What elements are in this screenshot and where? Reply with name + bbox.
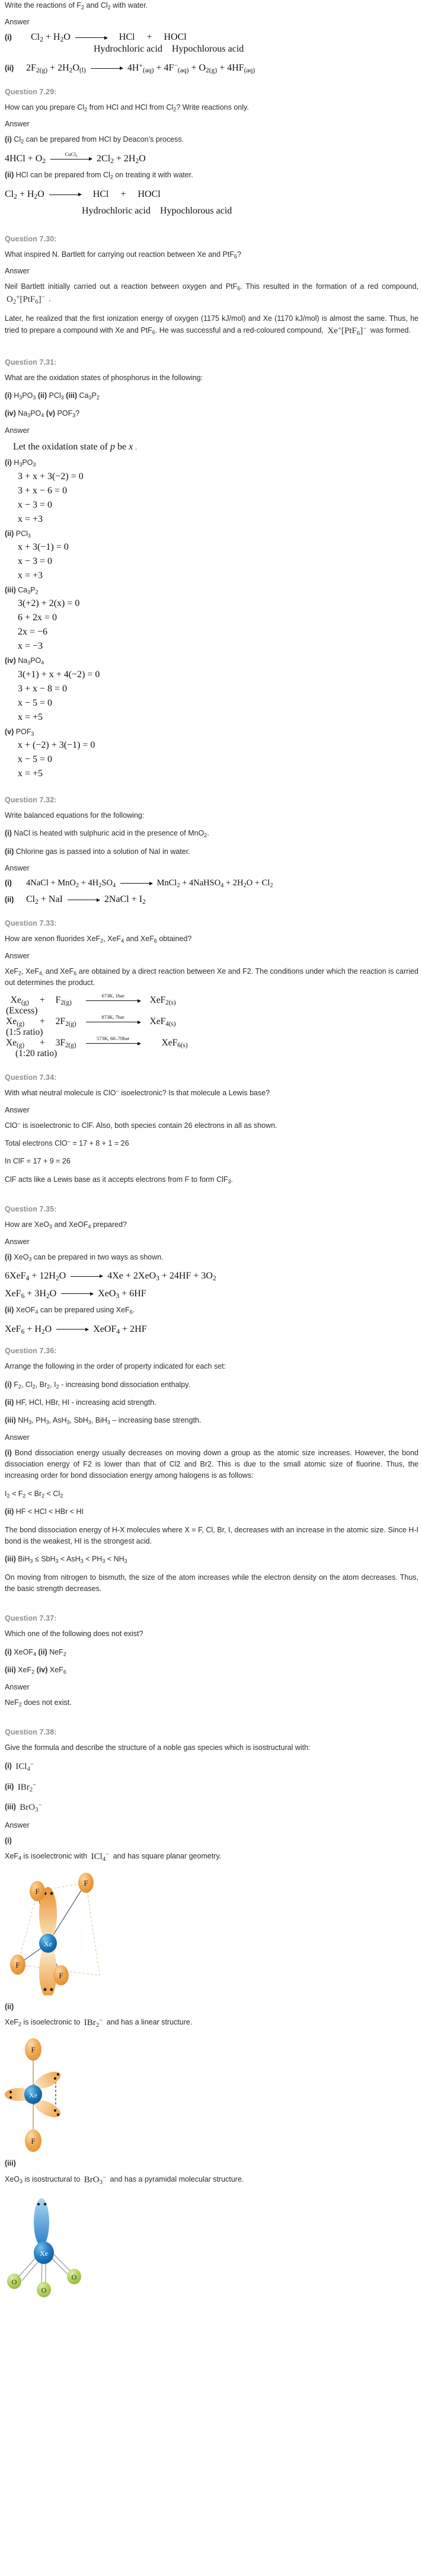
- species-bro3-minus: BrO$_3$−: [84, 2174, 107, 2186]
- question-7-32-prompt: Write balanced equations for the following:: [5, 811, 145, 820]
- oxidation-step: x + 3(−1) = 0: [18, 541, 69, 552]
- ligand-label: F: [35, 1886, 40, 1896]
- oxidation-step: x = +5: [18, 712, 43, 722]
- reaction-note-ratio-1-5: (1:5 ratio): [6, 1027, 43, 1038]
- ligand-label: F: [15, 1960, 20, 1969]
- answer-738-label-i: [5, 1835, 418, 1847]
- reactant-xe: $Xe_{(g)}$: [6, 1016, 25, 1028]
- table-row: [5, 1038, 189, 1048]
- equation-728-i-names: [94, 43, 418, 56]
- item-label-iii: (iii): [5, 1802, 16, 1811]
- question-7-31-list-line-2: (iv) $Na_3PO_4$ (v) $POF_3$?: [5, 409, 80, 419]
- equation-732-i-body: 4NaCl + $MnO_2 + 4H_2SO_4$ MnCl$_2$ + 4NaHSO$_4$ + $2H_2O + Cl_2$: [26, 878, 273, 890]
- answer-738-i-tail: and has square planar geometry.: [113, 1852, 222, 1861]
- oxidation-step: 3(+1) + x + 4(−2) = 0: [18, 669, 100, 680]
- oxidation-step: 6 + 2x = 0: [18, 613, 57, 623]
- oxidation-state-assumption: Let the oxidation state of p be x .: [13, 441, 137, 452]
- condition-label: 873K, 7bar: [101, 1014, 124, 1021]
- compound-xe-ptf6: Xe+[PtF$_6$]−: [327, 325, 367, 337]
- ligand-label: O: [41, 2285, 47, 2294]
- answer-label-734: Answer: [5, 1105, 30, 1114]
- question-7-38-heading: Question 7.38:: [5, 1727, 57, 1736]
- table-row: [5, 995, 189, 1006]
- equation-732-ii: [5, 894, 418, 905]
- table-row: [5, 1006, 189, 1016]
- equation-729-ii-names: [82, 205, 418, 218]
- oxidation-step: 3 + x + 3(−2) = 0: [18, 471, 84, 482]
- equation-732-i: [5, 878, 418, 888]
- oxidation-part-v-formula: (v) $POF_3$: [5, 727, 34, 737]
- question-7-34-heading: Question 7.34:: [5, 1073, 57, 1082]
- question-7-38-item-i: [5, 1760, 418, 1774]
- answer-label-728: Answer: [5, 18, 30, 27]
- arrow-cell: [78, 1035, 149, 1048]
- equation-728-i: [5, 32, 418, 43]
- sub-label-i: (i): [5, 1837, 12, 1845]
- condition-label: 573K, 60–70bar: [96, 1035, 130, 1042]
- xeo3-diagram-svg: [5, 2194, 123, 2300]
- oxidation-step: x + (−2) + 3(−1) = 0: [18, 740, 95, 751]
- answer-label-732: Answer: [5, 864, 30, 873]
- item-label-i: (i): [5, 33, 12, 42]
- question-7-37-answer: NeF$_2$ does not exist.: [5, 1698, 72, 1708]
- answer-label-737: Answer: [5, 1682, 30, 1691]
- answer-label-730: Answer: [5, 267, 30, 276]
- ligand-label: F: [31, 2137, 36, 2146]
- question-7-36-prompt: Arrange the following in the order of property indicated for each set:: [5, 1362, 226, 1371]
- center-atom-label: Xe: [40, 2249, 48, 2258]
- xef2-diagram-svg: [5, 2036, 147, 2152]
- item-label-ii: (ii): [5, 1782, 14, 1791]
- answer-738-label-iii: [5, 2158, 418, 2169]
- question-7-36-part-iii: (iii) $NH_3$, $PH_3$, AsH$_3$, SbH$_3$, BiH$_3$ – increasing base strength.: [5, 1416, 202, 1426]
- answer-label-736: Answer: [5, 1433, 30, 1442]
- center-atom-label: Xe: [29, 2091, 37, 2100]
- plus-sign: +: [39, 1038, 45, 1048]
- question-7-30-answer-p2: Later, he realized that the first ionization energy of oxygen (1175 kJ/mol) and Xe (1170 kJ/mol) is almost the same. Thus, he tried to prepare a compound with Xe and PtF$_6$. He was successful and a red-coloured compound, Xe+[PtF$_6$]− was formed.: [5, 313, 418, 339]
- question-7-29-part-ii-text: (ii) HCl can be prepared from $Cl_2$ on treating it with water.: [5, 171, 193, 180]
- question-7-35-part-i-text: (i) XeO$_3$ can be prepared in two ways as shown.: [5, 1252, 164, 1263]
- question-7-37-options-line-1: (i) XeOF$_4$ (ii) NeF$_2$: [5, 1647, 66, 1657]
- table-row: [5, 1016, 189, 1027]
- question-7-34-line-4: ClF acts like a Lewis base as it accepts electrons from F to form ClF$_3$.: [5, 1175, 234, 1185]
- answer-label-738: Answer: [5, 1821, 30, 1829]
- answer-738-label-ii: [5, 2001, 418, 2013]
- compound-o2-ptf6: $O_2^+[PtF_6]^-$: [7, 294, 45, 305]
- equation-728-ii: [5, 63, 418, 74]
- reactant-xe: $Xe_{(g)}$: [6, 1038, 25, 1050]
- oxidation-step: 3 + x − 8 = 0: [18, 683, 68, 694]
- question-7-31-heading: Question 7.31:: [5, 358, 57, 366]
- figure-xeo3-pyramidal: [5, 2194, 418, 2300]
- oxidation-step: x = +3: [18, 570, 43, 581]
- question-7-36-part-ii: (ii) HF, HCl, HBr, HI - increasing acid strength.: [5, 1398, 156, 1407]
- oxidation-part-iii-formula: (iii) $Ca_3P_2$: [5, 585, 39, 595]
- oxidation-step: x − 5 = 0: [18, 697, 53, 708]
- item-label-ii: (ii): [5, 63, 14, 72]
- question-7-38-item-ii: [5, 1781, 418, 1794]
- answer-label-729: Answer: [5, 120, 30, 129]
- name-hydrochloric-acid: Hydrochloric acid: [94, 44, 162, 55]
- question-7-34-line-2: Total electrons ClO− = 17 + 8 + 1 = 26: [5, 1139, 129, 1148]
- reaction-arrow-icon: [91, 68, 123, 69]
- answer-738-iii-tail: and has a pyramidal molecular structure.: [110, 2175, 244, 2183]
- reaction-arrow-icon: [75, 37, 107, 38]
- oxidation-step: x − 3 = 0: [18, 556, 53, 566]
- question-7-35-part-ii-text: (ii) XeOF$_4$ can be prepared using XeF$_6$.: [5, 1306, 135, 1315]
- item-label-ii: (ii): [5, 895, 14, 904]
- product-xef6: XeF$_{6(s)}$: [161, 1038, 188, 1050]
- oxidation-step: x = +3: [18, 514, 43, 524]
- reaction-note-ratio-1-20: (1:20 ratio): [15, 1048, 57, 1059]
- question-7-30-answer-p1: Neil Bartlett initially carried out a reaction between oxygen and PtF$_6$. This resulted in the formation of a red compound, $O_2^+[PtF_6]^-$ .: [5, 281, 418, 307]
- answer-label-735: Answer: [5, 1237, 30, 1246]
- question-7-30-heading: Question 7.30:: [5, 234, 57, 243]
- oxidation-step: 3 + x − 6 = 0: [18, 485, 68, 496]
- question-7-29-heading: Question 7.29:: [5, 87, 57, 96]
- equation-729-i: $4HCl + O_2$ CuCl$_2$ $2Cl_2 + 2H_2O$: [5, 151, 146, 165]
- answer-738-line-iii: XeO$_3$ is isostructural to BrO$_3$− and has a pyramidal molecular structure.: [5, 2173, 418, 2187]
- oxidation-part-ii-formula: (ii) PCl$_3$: [5, 529, 31, 539]
- equation-735-2: $XeF_6 + 3H_2O$ XeO$_3$ + 6HF: [5, 1288, 146, 1300]
- ligand-label: F: [84, 1878, 88, 1888]
- plus-sign: +: [39, 1016, 45, 1027]
- answer-738-line-ii: XeF$_2$ is isoelectronic to IBr$_2$− and has a linear structure.: [5, 2016, 418, 2030]
- condition-label: 673K, 1bar: [101, 993, 124, 999]
- ligand-label: O: [11, 2277, 17, 2286]
- oxidation-step: x = +5: [18, 769, 43, 779]
- species-bro3-minus: BrO$_3$−: [20, 1802, 42, 1813]
- question-7-36-answer-ii: The bond dissociation energy of H-X molecules where X = F, Cl, Br, I, decreases with an increase in the atomic size. Since H-I bond is the weakest, HI is the strongest acid.: [5, 1525, 418, 1545]
- question-7-32-part-i: (i) NaCl is heated with sulphuric acid in the presence of MnO$_2$.: [5, 829, 209, 839]
- question-7-32-part-ii: (ii) Chlorine gas is passed into a solution of NaI in water.: [5, 847, 190, 856]
- equation-728-i-body: $Cl_2 + H_2O$ HCl + HOCl: [31, 32, 187, 44]
- question-7-38-prompt: Give the formula and describe the structure of a noble gas species which is isostructural with:: [5, 1743, 311, 1752]
- answer-738-line-i: XeF$_4$ is isoelectronic with ICl$_4$− and has square planar geometry.: [5, 1850, 418, 1864]
- oxidation-part-i-formula: (i) $H_3PO_3$: [5, 458, 36, 468]
- question-7-34-line-3: In ClF = 17 + 9 = 26: [5, 1157, 71, 1166]
- oxidation-step: x − 3 = 0: [18, 499, 53, 510]
- table-row: [5, 1048, 189, 1059]
- arrow-cell: [78, 995, 149, 1006]
- equation-735-3: $XeF_6 + H_2O$ XeOF$_4$ + 2HF: [5, 1324, 147, 1335]
- question-7-36-answer-i: (i) Bond dissociation energy usually decreases on moving down a group as the atomic size increases. However, the bond dissociation energy of F2 is lower than that of Cl2 and Br2. This is due to the small atomic size of fluorine. Thus, the increasing order for bond dissociation energy among halogens is as follows:: [5, 1448, 418, 1480]
- reactant-2f2: $2F_{2(g)}$: [55, 1016, 76, 1028]
- equation-732-ii-body: $Cl_2$ + NaI 2NaCl + $I_2$: [26, 894, 146, 906]
- question-7-35-prompt: How are XeO$_3$ and XeOF$_4$ prepared?: [5, 1220, 127, 1230]
- question-7-37-prompt: Which one of the following does not exist?: [5, 1630, 143, 1638]
- question-7-34-prompt: With what neutral molecule is ClO− isoelectronic? Is that molecule a Lewis base?: [5, 1088, 270, 1098]
- question-7-28-prompt: Write the reactions of $F_2$ and $Cl_2$ with water.: [5, 1, 148, 11]
- question-7-35-heading: Question 7.35:: [5, 1205, 57, 1214]
- condition-arrow-icon: [86, 1035, 140, 1044]
- name-hydrochloric-acid: Hydrochloric acid: [82, 206, 151, 216]
- question-7-33-heading: Question 7.33:: [5, 919, 57, 928]
- reactant-xe: $Xe_{(g)}$: [6, 995, 29, 1007]
- plus-sign: +: [39, 995, 45, 1006]
- answer-738-ii-tail: and has a linear structure.: [106, 2018, 193, 2026]
- reaction-arrow-icon: [71, 1276, 103, 1277]
- question-7-29-part-i-text: (i) $Cl_2$ can be prepared from HCl by Deacon’s process.: [5, 135, 184, 145]
- reaction-note-excess: (Excess): [6, 1006, 38, 1016]
- arrow-cell: [78, 1016, 149, 1027]
- question-7-30-prompt: What inspired N. Bartlett for carrying out reaction between Xe and PtF$_6$?: [5, 250, 241, 260]
- reaction-arrow-icon: [61, 1293, 93, 1294]
- reactant-f2: $F_{2(g)}$: [55, 995, 72, 1007]
- catalyst-label: CuCl$_2$: [65, 151, 78, 158]
- equation-729-ii: $Cl_2 + H_2O$ HCl + HOCl: [5, 189, 161, 200]
- xenon-fluoride-reactions-table: [5, 995, 189, 1059]
- question-7-36-order-ii: (ii) HF < HCl < HBr < HI: [5, 1507, 84, 1516]
- species-icl4-minus: ICl$_4$−: [91, 1851, 110, 1863]
- question-7-29-prompt: How can you prepare $Cl_2$ from HCl and HCl from $Cl_2$? Write reactions only.: [5, 103, 249, 113]
- condition-arrow-icon: [86, 993, 140, 1001]
- oxidation-step: 2x = −6: [18, 627, 48, 637]
- ligand-label: O: [71, 2272, 77, 2281]
- sub-label-ii: (ii): [5, 2002, 14, 2011]
- reaction-arrow-icon: [56, 1329, 88, 1330]
- question-7-36-order-i: $I_2 < F_2 < Br_2 < Cl_2$: [5, 1489, 63, 1499]
- xef4-diagram-svg: [5, 1871, 194, 1995]
- question-7-37-options-line-2: (iii) XeF$_2$ (iv) XeF$_6$: [5, 1666, 66, 1675]
- product-xef4: XeF$_{4(s)}$: [149, 1016, 176, 1028]
- question-7-38-item-iii: [5, 1801, 418, 1815]
- name-hypochlorous-acid: Hypochlorous acid: [171, 44, 244, 55]
- sub-label-iii: (iii): [5, 2159, 16, 2168]
- question-7-36-order-iii: (iii) $BiH_3 \le SbH_3 < AsH_3 < PH_3 < NH_3$: [5, 1555, 127, 1564]
- reactant-3f2: $3F_{2(g)}$: [55, 1038, 76, 1050]
- name-hypochlorous-acid: Hypochlorous acid: [159, 206, 232, 216]
- answer-label-733: Answer: [5, 951, 30, 960]
- ligand-label: F: [59, 1971, 63, 1980]
- figure-xef2-linear: [5, 2036, 418, 2152]
- product-xef2: XeF$_{2(s)}$: [149, 995, 176, 1007]
- catalysed-arrow-icon: [50, 151, 92, 160]
- answer-i-body: Bond dissociation energy usually decreases on moving down a group as the atomic size increases. However, the bond dissociation energy of F2 is lower than that of Cl2 and Br2. This is due to the small atomic size of fluorine. Thus, the increasing order for bond dissociation energy among halogens is as follows:: [5, 1448, 418, 1480]
- question-7-34-line-1: ClO− is isoelectronic to ClF. Also, both species contain 26 electrons in all as shown.: [5, 1120, 277, 1130]
- question-7-36-part-i: (i) $F_2$, $Cl_2$, $Br_2$, $I_2$ - increasing bond dissociation enthalpy.: [5, 1380, 191, 1390]
- question-7-37-heading: Question 7.37:: [5, 1614, 57, 1623]
- figure-xef4-square-planar: [5, 1871, 418, 1995]
- question-7-36-heading: Question 7.36:: [5, 1347, 57, 1356]
- question-7-31-prompt: What are the oxidation states of phosphorus in the following:: [5, 373, 203, 382]
- answer-label-731: Answer: [5, 426, 30, 435]
- oxidation-step: x − 5 = 0: [18, 754, 53, 765]
- equation-735-1: $6XeF_4 + 12H_2O$ $4Xe + 2XeO_3 + 24HF + 3O_2$: [5, 1270, 216, 1283]
- reaction-arrow-icon: [120, 883, 152, 884]
- species-ibr2-minus: IBr$_2$−: [17, 1781, 37, 1793]
- item-label-i: (i): [5, 879, 12, 888]
- oxidation-part-iv-formula: (iv) $Na_3PO_4$: [5, 656, 44, 666]
- oxidation-step: 3(+2) + 2(x) = 0: [18, 598, 80, 609]
- question-7-33-prompt: How are xenon fluorides XeF$_2$, XeF$_4$ and XeF$_6$ obtained?: [5, 935, 192, 944]
- question-7-30-answer-tail: was formed.: [370, 326, 411, 335]
- item-label-i: (i): [5, 1762, 12, 1771]
- question-7-32-heading: Question 7.32:: [5, 796, 57, 805]
- center-atom-label: Xe: [44, 1939, 52, 1948]
- question-7-33-answer-text: XeF$_2$, XeF$_{4,}$ and XeF$_6$ are obtained by a direct reaction between Xe and F2. The conditions under which the reaction is carried out determines the product.: [5, 967, 419, 987]
- equation-728-ii-body: $2F_{2(g)} + 2H_2O_{(l)}$ $4H^+_{(aq)} + 4F^-_{(aq)} + O_{2(g)} + 4HF_{(aq)}$: [26, 62, 255, 75]
- oxidation-step: x = −3: [18, 641, 43, 652]
- question-7-31-list-line-1: (i) $H_3PO_3$ (ii) PCl$_3$ (iii) $Ca_3P_2$: [5, 391, 100, 401]
- ligand-label: F: [31, 2045, 36, 2055]
- species-icl4-minus: ICl$_4$−: [15, 1761, 34, 1773]
- question-7-36-answer-iii: On moving from nitrogen to bismuth, the size of the atom increases while the electron density on the atom decreases. Thus, the basic strength decreases.: [5, 1573, 418, 1593]
- species-ibr2-minus: IBr$_2$−: [84, 2017, 103, 2029]
